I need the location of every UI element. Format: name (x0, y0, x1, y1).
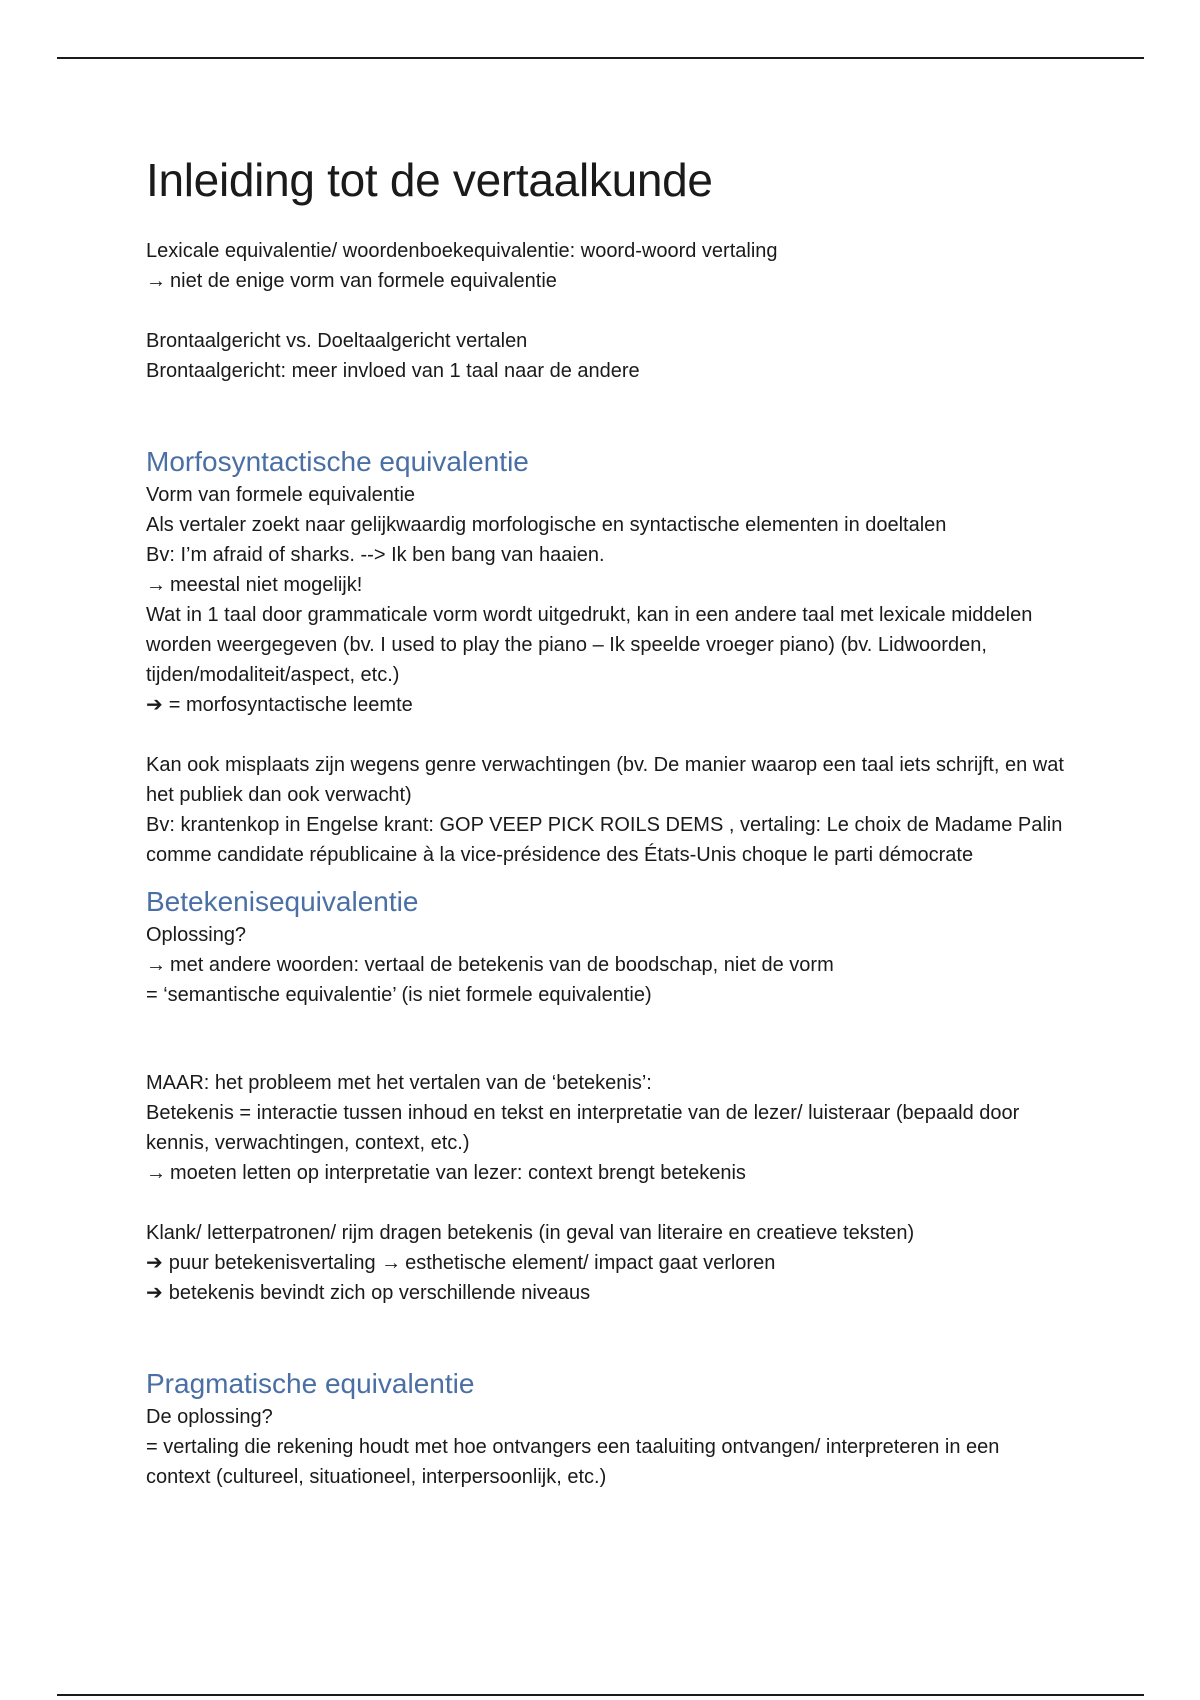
betekenis-line-7: Klank/ letterpatronen/ rijm dragen betekenis (in geval van literaire en creatieve teksten) (146, 1222, 915, 1244)
morfo-line-8: Bv: krantenkop in Engelse krant: GOP VEEP PICK ROILS DEMS , vertaling: Le choix de Madame Palin comme candidate républicaine à la vice-présidence des États-Unis choque le parti démocrate (146, 814, 1063, 866)
arrow-right-icon: → (146, 574, 166, 596)
betekenis-line-5: Betekenis = interactie tussen inhoud en tekst en interpretatie van de lezer/ luisteraar (bepaald door kennis, verwachtingen, context, etc.) (146, 1102, 1020, 1154)
arrow-right-icon: → (146, 270, 166, 292)
arrow-right-icon: → (381, 1252, 402, 1274)
morfo-line-5: Wat in 1 taal door grammaticale vorm wordt uitgedrukt, kan in een andere taal met lexicale middelen worden weergegeven (bv. I used to play the piano – Ik speelde vroeger piano) (bv. Lidwoorden, tijden/modaliteit/aspect, etc.) (146, 604, 1033, 686)
intro-line-2: → niet de enige vorm van formele equivalentie (146, 266, 1066, 296)
heading-pragmatische: Pragmatische equivalentie (146, 1368, 475, 1399)
betekenis-line-8: ➔ puur betekenisvertaling → esthetische element/ impact gaat verloren (146, 1248, 1066, 1278)
betekenis-line-9: ➔ betekenis bevindt zich op verschillende niveaus (146, 1278, 1066, 1308)
document-body (146, 150, 1066, 1492)
betekenis-line-3: = ‘semantische equivalentie’ (is niet formele equivalentie) (146, 984, 652, 1006)
page-title: Inleiding tot de vertaalkunde (146, 154, 713, 206)
betekenis-line-2: → met andere woorden: vertaal de betekenis van de boodschap, niet de vorm (146, 950, 1066, 980)
morfo-line-3: Bv: I’m afraid of sharks. --> Ik ben bang van haaien. (146, 544, 605, 566)
bold-arrow-right-icon: ➔ (146, 1282, 163, 1304)
heading-betekenis: Betekenisequivalentie (146, 886, 419, 917)
morfo-line-7: Kan ook misplaats zijn wegens genre verwachtingen (bv. De manier waarop een taal iets schrijft, en wat het publiek dan ook verwacht) (146, 754, 1064, 806)
morfo-line-4: → meestal niet mogelijk! (146, 570, 1066, 600)
pragma-line-1: De oplossing? (146, 1406, 273, 1428)
betekenis-line-6: → moeten letten op interpretatie van lezer: context brengt betekenis (146, 1158, 1066, 1188)
arrow-right-icon: → (146, 1162, 166, 1184)
intro-line-3: Brontaalgericht vs. Doeltaalgericht vertalen (146, 330, 528, 352)
morfo-line-2: Als vertaler zoekt naar gelijkwaardig morfologische en syntactische elementen in doeltalen (146, 514, 947, 536)
morfo-line-1: Vorm van formele equivalentie (146, 484, 416, 506)
morfo-line-6: ➔ = morfosyntactische leemte (146, 690, 1066, 720)
pragma-line-2: = vertaling die rekening houdt met hoe ontvangers een taaluiting ontvangen/ interpreteren in een context (cultureel, situationeel, interpersoonlijk, etc.) (146, 1436, 1000, 1488)
intro-line-4: Brontaalgericht: meer invloed van 1 taal naar de andere (146, 360, 640, 382)
intro-line-1: Lexicale equivalentie/ woordenboekequivalentie: woord-woord vertaling (146, 240, 778, 262)
top-rule (57, 57, 1144, 59)
bottom-rule (57, 1694, 1144, 1696)
betekenis-line-4: MAAR: het probleem met het vertalen van de ‘betekenis’: (146, 1072, 652, 1094)
arrow-right-icon: → (146, 954, 166, 976)
heading-morfosyntactische: Morfosyntactische equivalentie (146, 446, 529, 477)
bold-arrow-right-icon: ➔ (146, 1252, 163, 1274)
bold-arrow-right-icon: ➔ (146, 694, 163, 716)
betekenis-line-1: Oplossing? (146, 924, 247, 946)
